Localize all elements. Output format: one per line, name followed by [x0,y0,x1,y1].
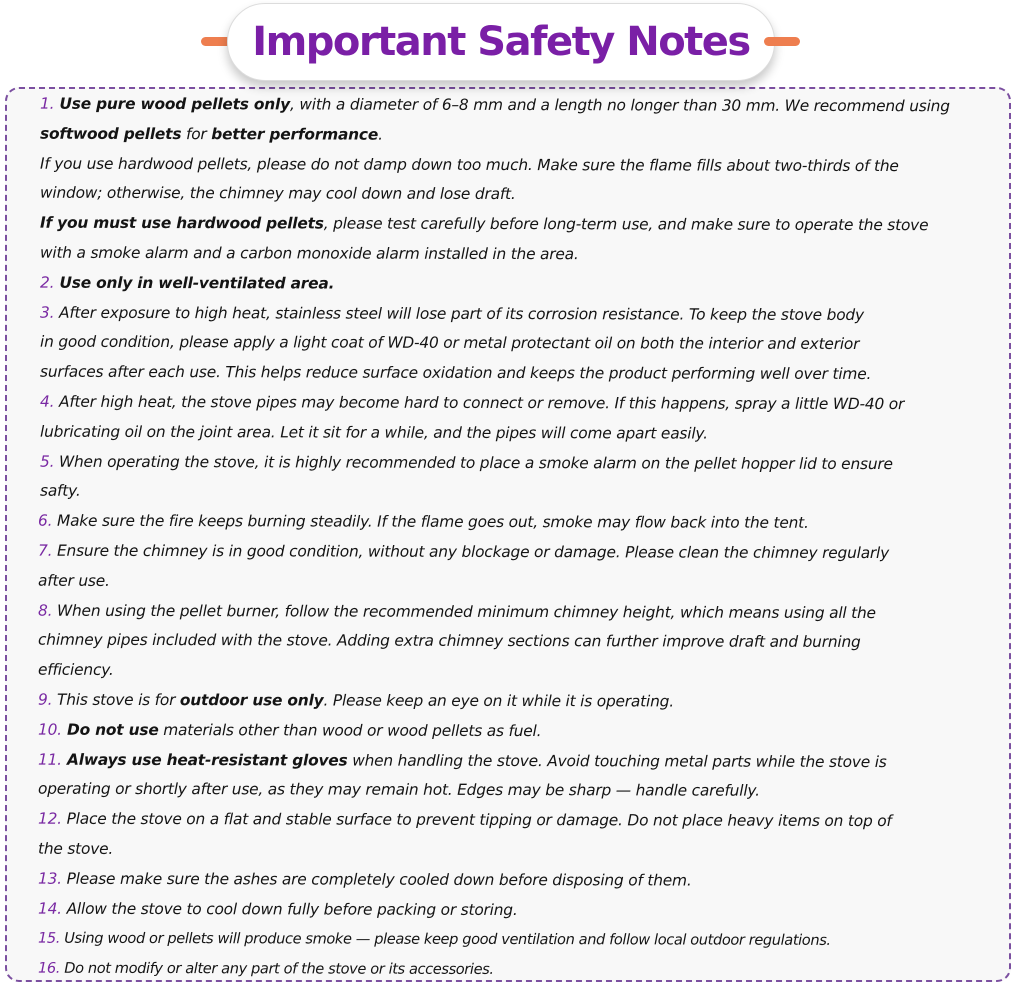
page-title: Important Safety Notes [252,19,750,65]
note-item [32,715,992,747]
note-item [32,90,992,122]
note-text: , please test carefully before long-term use, and make sure to operate the stove [323,214,929,235]
note-text: with a smoke alarm and a carbon monoxide alarm installed in the area. [40,243,579,264]
note-text-bold: better performance [211,124,379,144]
note-item [32,805,992,837]
note-text: Please make sure the ashes are completely cooled down before disposing of them. [61,869,692,890]
note-item [32,745,992,777]
note-text: the stove. [38,839,114,858]
note-line [32,209,992,241]
note-number: 13. [38,869,62,888]
note-text-bold: If you must use hardwood pellets [40,213,324,233]
note-line [32,179,992,211]
safety-notes-box [5,87,1011,982]
note-text: Ensure the chimney is in good condition, without any blockage or damage. Please clean the chimney regularly [52,541,890,563]
note-text-bold: Do not use [61,720,159,739]
note-text: in good condition, please apply a light coat of WD-40 or metal protectant oil on both the interior and exterior [40,333,860,354]
note-text-bold: Always use heat-resistant gloves [61,750,348,770]
note-number: 15. [38,929,61,948]
note-text: , with a diameter of 6–8 mm and a length no longer than 30 mm. We recommend using [289,95,950,116]
note-item [32,954,992,982]
note-number: 6. [38,511,53,530]
note-text: . [378,125,383,144]
note-text: After exposure to high heat, stainless steel will lose part of its corrosion resistance. To keep the stove body [54,303,864,324]
note-text: chimney pipes included with the stove. Adding extra chimney sections can further improve draft and burning [38,631,861,652]
note-item [32,388,992,420]
note-line [32,835,992,867]
note-item [32,537,992,569]
note-line [32,775,992,807]
note-text: . Please keep an eye on it while it is operating. [323,691,674,711]
note-text: when handling the stove. Avoid touching metal parts while the stove is [347,751,887,771]
note-number: 10. [38,720,62,739]
note-number: 11. [38,750,62,769]
note-number: 8. [38,601,53,620]
note-text: surfaces after each use. This helps reduce surface oxidation and keeps the product performing well over time. [40,362,872,384]
note-text: lubricating oil on the joint area. Let it sit for a while, and the pipes will come apart easily. [40,422,708,443]
note-text: for [181,124,212,143]
note-text: When operating the stove, it is highly recommended to place a smoke alarm on the pellet hopper lid to ensure [54,452,893,473]
safety-notes-list [32,91,992,982]
note-text: operating or shortly after use, as they may remain hot. Edges may be sharp — handle carefully. [38,780,760,801]
title-accent-dash-right [764,37,800,46]
note-line [32,119,992,151]
note-item [32,596,992,628]
note-line [32,477,992,509]
note-number: 2. [40,273,55,292]
note-text: efficiency. [38,660,114,680]
note-number: 16. [38,959,61,977]
note-number: 5. [40,452,55,471]
note-item [32,894,992,926]
note-text-bold: softwood pellets [40,124,182,143]
note-text: This stove is for [52,690,180,710]
note-line [32,656,992,688]
note-number: 12. [38,809,62,828]
note-text: Allow the stove to cool down fully before packing or storing. [61,899,518,919]
note-line [32,566,992,598]
note-item [32,268,992,300]
note-item [32,924,992,956]
note-item [32,864,992,896]
note-number: 1. [40,94,55,113]
title-banner [227,3,775,81]
note-number: 9. [38,690,53,709]
note-text-bold: Use only in well-ventilated area. [54,273,335,293]
note-item [32,686,992,718]
note-text: Using wood or pellets will produce smoke — please keep good ventilation and follow local outdoor regulations. [60,930,831,950]
note-number: 3. [40,303,55,322]
note-text-bold: outdoor use only [179,691,324,710]
note-text: If you use hardwood pellets, please do not damp down too much. Make sure the flame fills about two-thirds of the [40,154,899,175]
note-text: materials other than wood or wood pellets as fuel. [158,720,542,740]
note-number: 7. [38,541,53,560]
note-text: Make sure the fire keeps burning steadily. If the flame goes out, smoke may flow back into the tent. [52,511,809,532]
note-line [32,358,992,390]
note-line [32,328,992,360]
note-text: Do not modify or alter any part of the stove or its accessories. [60,959,494,979]
note-text: safty. [40,482,81,501]
note-text: after use. [38,571,110,590]
note-line [32,417,992,449]
note-text: When using the pellet burner, follow the recommended minimum chimney height, which means using all the [52,601,876,622]
note-number: 14. [38,899,62,918]
note-line [32,626,992,658]
note-text: window; otherwise, the chimney may cool down and lose draft. [40,184,516,204]
note-text: Place the stove on a flat and stable surface to prevent tipping or damage. Do not place heavy items on top of [61,809,892,831]
note-text: After high heat, the stove pipes may become hard to connect or remove. If this happens, spray a little WD-40 or [54,392,905,414]
note-item [32,447,992,479]
note-line [32,149,992,181]
note-item [32,507,992,539]
note-item [32,298,992,330]
note-text-bold: Use pure wood pellets only [54,94,290,114]
note-number: 4. [40,392,55,411]
note-line [32,239,992,271]
